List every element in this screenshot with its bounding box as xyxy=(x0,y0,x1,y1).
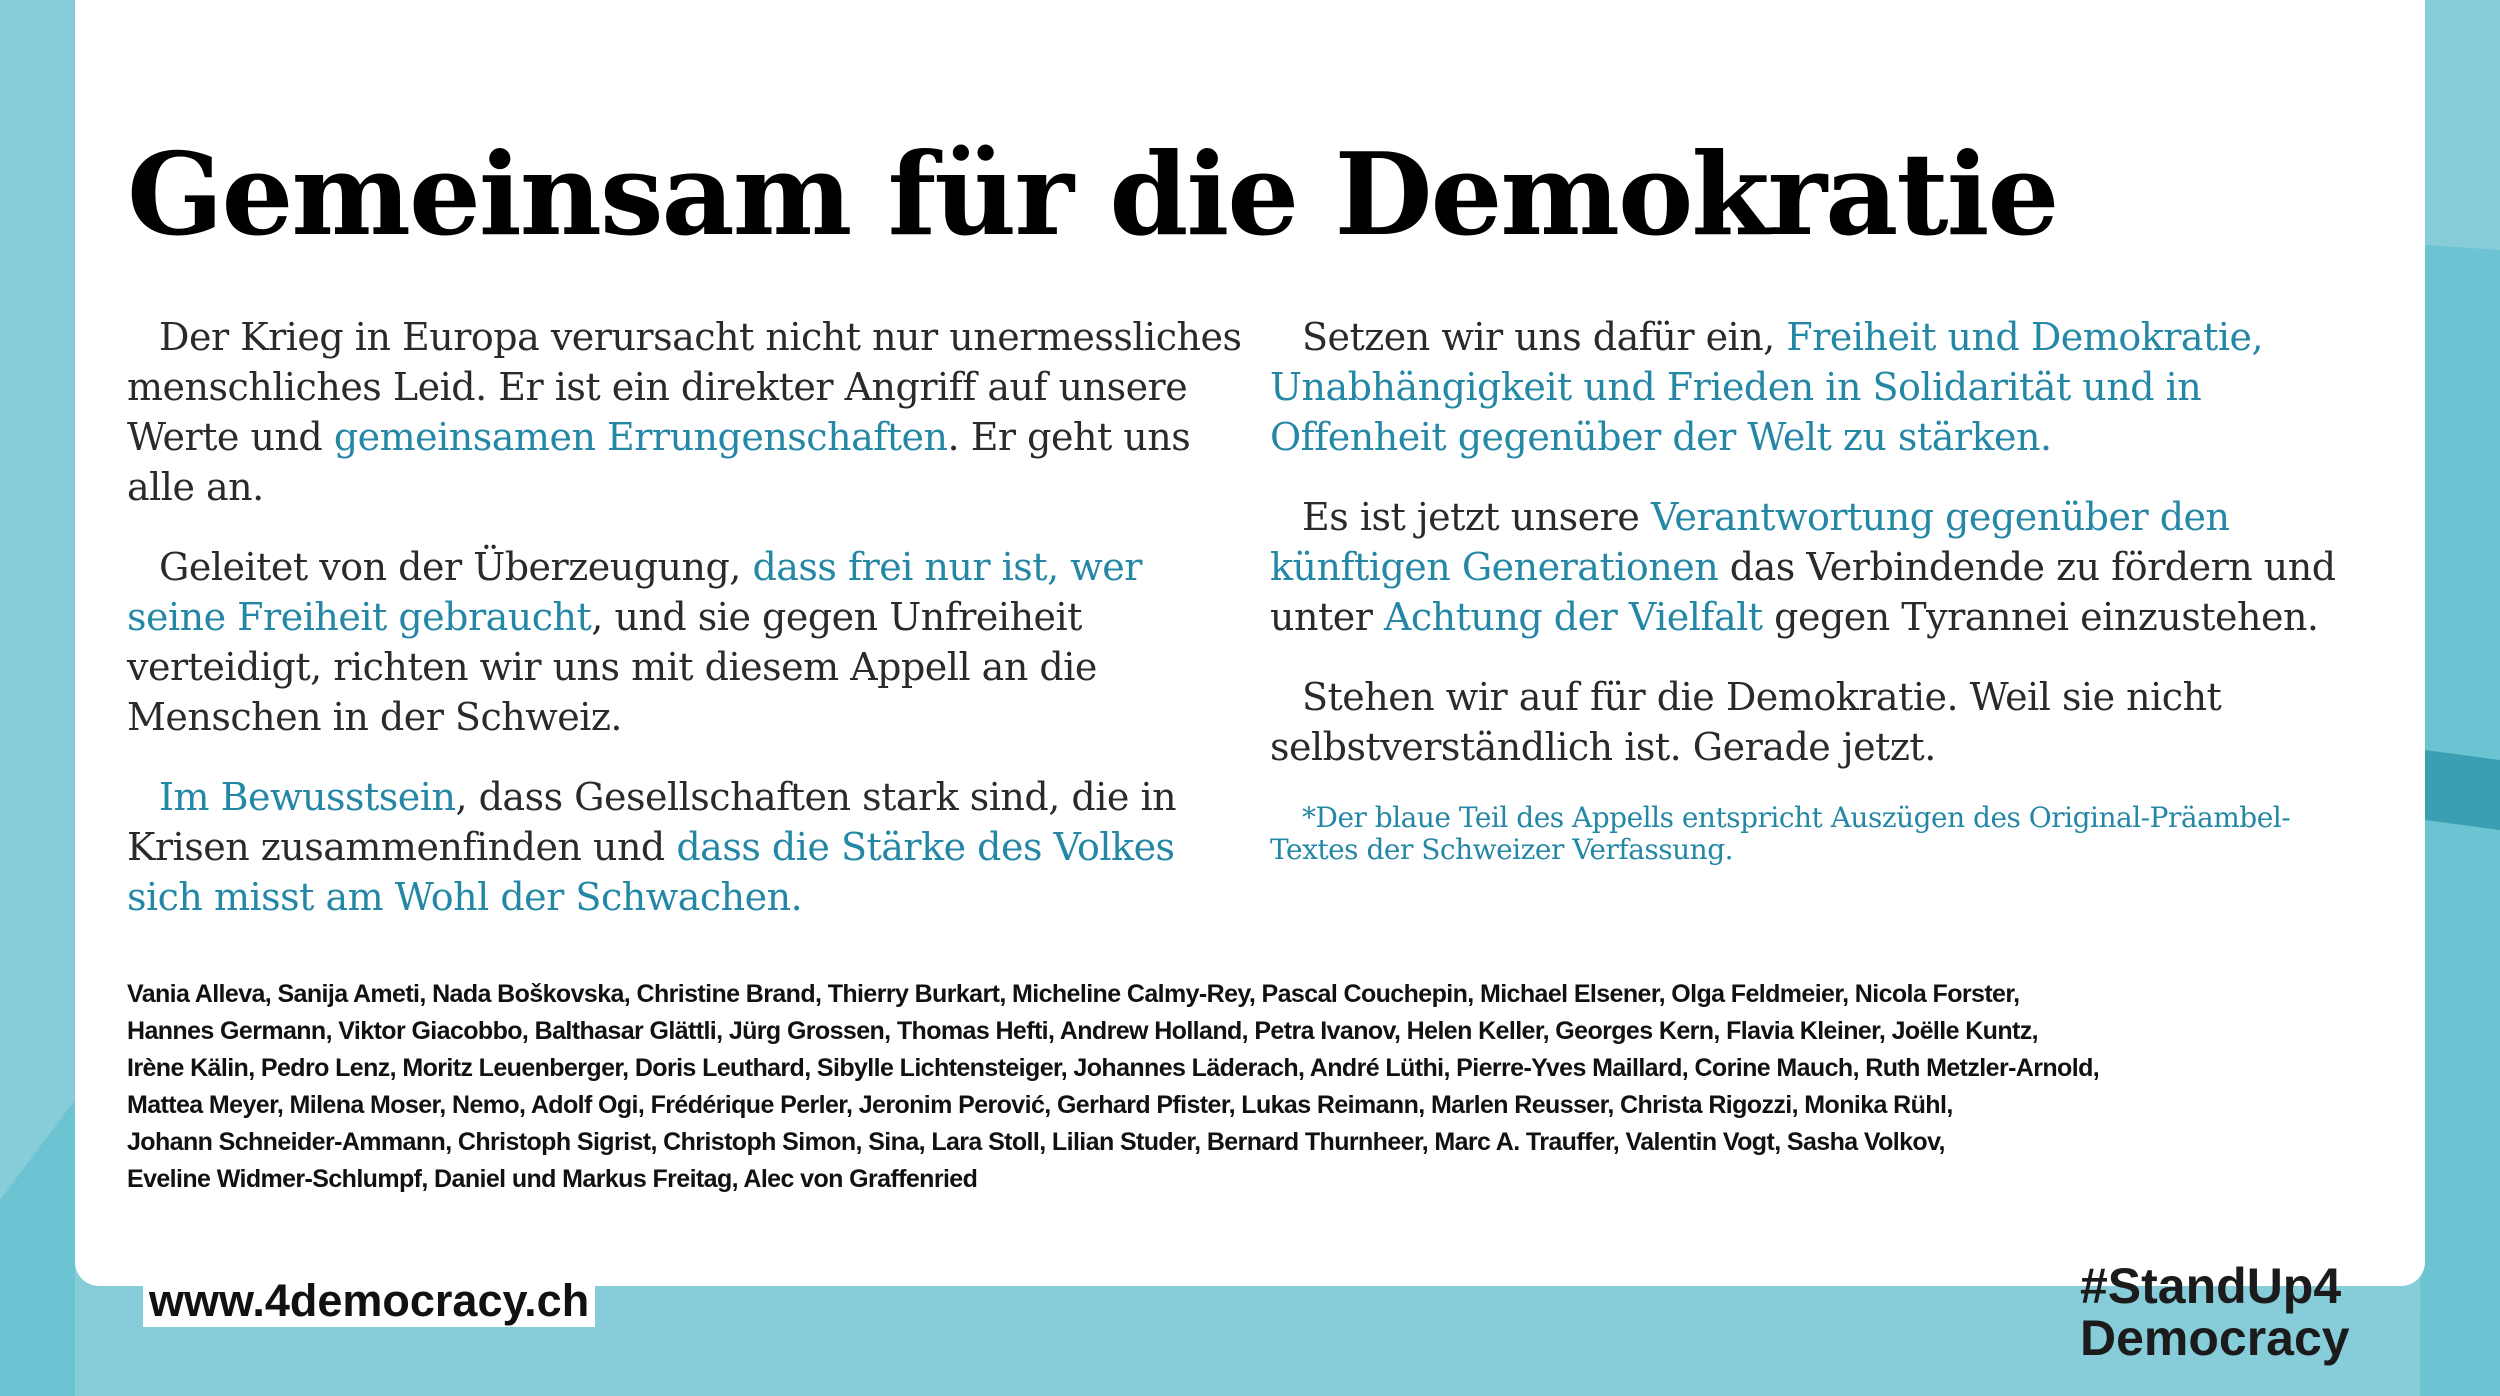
left-edge-shape xyxy=(0,1100,75,1396)
signatories-line: Mattea Meyer, Milena Moser, Nemo, Adolf Ogi, Frédérique Perler, Jeronim Perović, Gerhard Pfister, Lukas Reimann, Marlen Reusser, Christa Rigozzi, Monika Rühl, xyxy=(127,1091,1953,1119)
signatories-line: Hannes Germann, Viktor Giacobbo, Balthasar Glättli, Jürg Grossen, Thomas Hefti, Andrew Holland, Petra Ivanov, Helen Keller, Georges Kern, Flavia Kleiner, Joëlle Kuntz, xyxy=(127,1017,2038,1045)
paragraph: Der Krieg in Europa verursacht nicht nur unermessliches menschliches Leid. Er ist ein direkter Angriff auf unsere Werte und gemeinsamen Errungenschaften. Er geht uns alle an. xyxy=(127,315,1242,509)
website-link[interactable]: www.4democracy.ch xyxy=(143,1275,595,1327)
signatories-line: Irène Kälin, Pedro Lenz, Moritz Leuenberger, Doris Leuthard, Sibylle Lichtensteiger, Johannes Läderach, André Lüthi, Pierre-Yves Maillard, Corine Mauch, Ruth Metzler-Arnold, xyxy=(127,1054,2100,1082)
paragraph: Stehen wir auf für die Demokratie. Weil sie nicht selbstverständlich ist. Gerade jetzt. xyxy=(1270,675,2222,769)
page-title: Gemeinsam für die Demokratie xyxy=(127,128,2058,261)
highlight: gemeinsamen Errungenschaften xyxy=(333,415,948,459)
paragraph: Es ist jetzt unsere Verantwortung gegenüber den künftigen Generationen das Verbindende zu fördern und unter Achtung der Vielfalt gegen Tyrannei einzustehen. xyxy=(1270,495,2336,639)
signatories-line: Johann Schneider-Ammann, Christoph Sigrist, Christoph Simon, Sina, Lara Stoll, Lilian Studer, Bernard Thurnheer, Marc A. Trauffer, Valentin Vogt, Sasha Volkov, xyxy=(127,1128,1945,1156)
highlight: dass frei nur ist, wer seine Freiheit gebraucht xyxy=(127,545,1142,639)
highlight: Freiheit und Demokratie, Unabhängigkeit und Frieden in Solidarität und in Offenheit gegenüber der Welt zu stärken. xyxy=(1270,315,2264,459)
highlight: Im Bewusstsein xyxy=(159,775,456,819)
highlight: Verantwortung gegenüber den künftigen Generationen xyxy=(1270,495,2230,589)
appeal-text-left-column xyxy=(127,312,1247,952)
paragraph: Geleitet von der Überzeugung, dass frei nur ist, wer seine Freiheit gebraucht, und sie gegen Unfreiheit verteidigt, richten wir uns mit diesem Appell an die Menschen in der Schweiz. xyxy=(127,545,1142,739)
paragraph: Setzen wir uns dafür ein, Freiheit und Demokratie, Unabhängigkeit und Frieden in Solidarität und in Offenheit gegenüber der Welt zu stärken. xyxy=(1270,315,2264,459)
right-edge-stripe xyxy=(2425,750,2500,830)
signatories-line: Vania Alleva, Sanija Ameti, Nada Boškovska, Christine Brand, Thierry Burkart, Micheline Calmy-Rey, Pascal Couchepin, Michael Elsener, Olga Feldmeier, Nicola Forster, xyxy=(127,980,2020,1008)
highlight: Achtung der Vielfalt xyxy=(1383,595,1763,639)
signatories-list xyxy=(127,976,2427,1198)
highlight: dass die Stärke des Volkes sich misst am Wohl der Schwachen. xyxy=(127,825,1175,919)
campaign-hashtag: #StandUp4 Democracy xyxy=(2080,1258,2350,1366)
paragraph: Im Bewusstsein, dass Gesellschaften stark sind, die in Krisen zusammenfinden und dass die Stärke des Volkes sich misst am Wohl der Schwachen. xyxy=(127,775,1177,919)
signatories-line: Eveline Widmer-Schlumpf, Daniel und Markus Freitag, Alec von Graffenried xyxy=(127,1165,978,1193)
footnote: *Der blaue Teil des Appells entspricht Auszügen des Original-Präambel- Textes der Schweizer Verfassung. xyxy=(1270,801,2291,866)
appeal-text-right-column xyxy=(1270,312,2370,896)
